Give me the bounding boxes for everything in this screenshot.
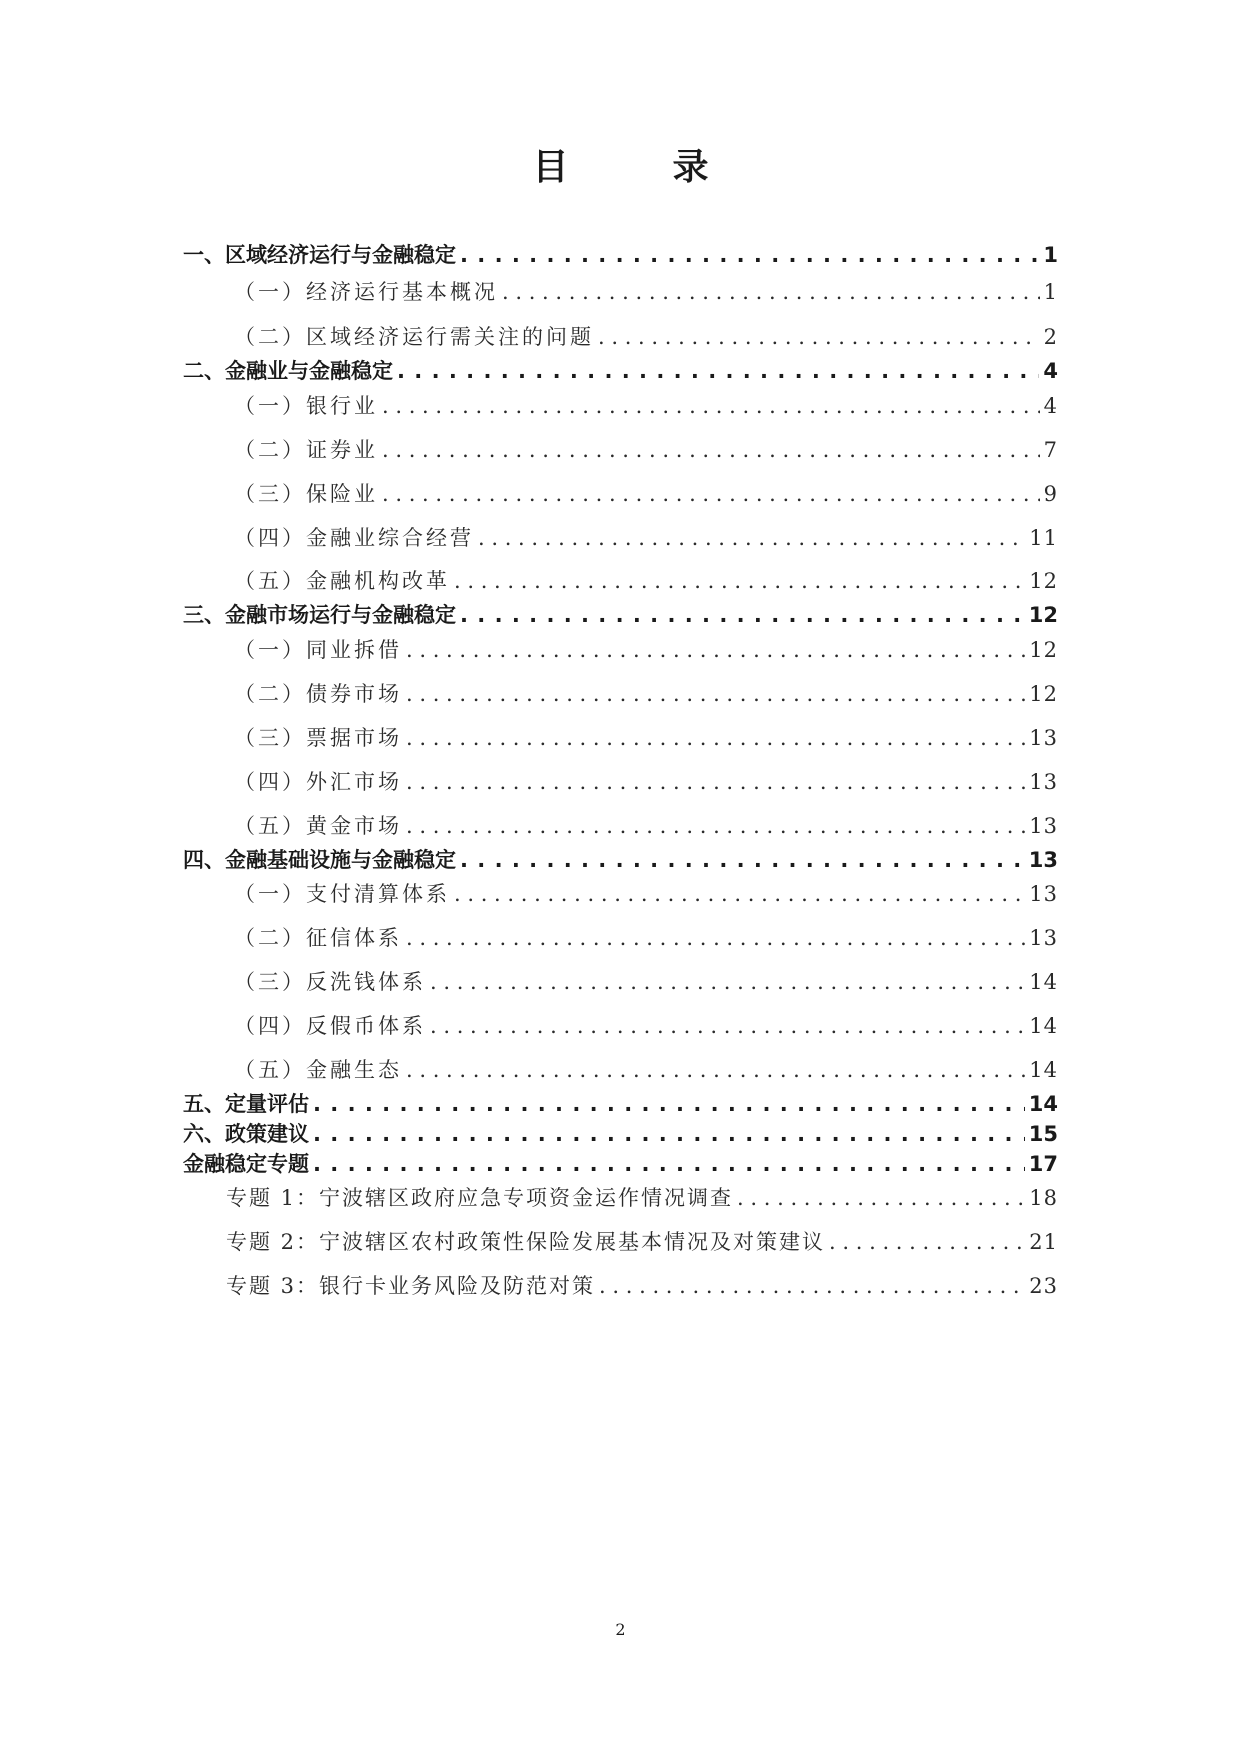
toc-entry-label: 一、区域经济运行与金融稳定: [183, 243, 456, 267]
toc-entry-page: 1: [1043, 280, 1058, 304]
toc-leader-dots: [382, 484, 1040, 505]
toc-entry-label: （二）证券业: [234, 438, 378, 462]
toc-entry-page: 4: [1043, 394, 1058, 418]
toc-entry-page: 9: [1043, 482, 1058, 506]
toc-leader-dots: [454, 571, 1025, 592]
toc-leader-dots: [406, 772, 1025, 793]
toc-entry-page: 14: [1028, 1092, 1058, 1116]
toc-entry-label: （二）债券市场: [234, 682, 402, 706]
toc-leader-dots: [382, 440, 1040, 461]
toc-entry-label: （一）经济运行基本概况: [234, 280, 498, 304]
toc-entry[interactable]: [183, 528, 1058, 549]
toc-entry[interactable]: [183, 640, 1058, 661]
toc-leader-dots: [406, 684, 1025, 705]
toc-entry[interactable]: [183, 571, 1058, 592]
toc-entry[interactable]: [183, 816, 1058, 837]
toc-leader-dots: [598, 327, 1040, 348]
toc-entry-page: 21: [1029, 1230, 1058, 1254]
toc-entry[interactable]: [183, 850, 1058, 871]
toc-entry-page: 1: [1043, 243, 1058, 267]
toc-entry-label: （三）反洗钱体系: [234, 970, 426, 994]
toc-entry[interactable]: [183, 728, 1058, 749]
toc-entry-label: （四）外汇市场: [234, 770, 402, 794]
toc-entry-label: （二）区域经济运行需关注的问题: [234, 325, 594, 349]
toc-entry-label: 五、定量评估: [183, 1092, 309, 1116]
toc-entry-label: （五）金融生态: [234, 1058, 402, 1082]
toc-leader-dots: [478, 528, 1025, 549]
toc-entry-page: 12: [1029, 569, 1058, 593]
toc-entry-page: 2: [1043, 325, 1058, 349]
toc-entry[interactable]: [183, 1188, 1058, 1209]
toc-entry-label: （二）征信体系: [234, 926, 402, 950]
toc-leader-dots: [406, 816, 1025, 837]
toc-leader-dots: [460, 850, 1025, 871]
toc-entry[interactable]: [183, 484, 1058, 505]
toc-entry-page: 7: [1043, 438, 1058, 462]
toc-leader-dots: [382, 396, 1040, 417]
toc-entry[interactable]: [183, 1124, 1058, 1145]
toc-leader-dots: [313, 1094, 1025, 1115]
toc-leader-dots: [430, 972, 1025, 993]
page-title: 目 录: [532, 147, 743, 188]
toc-entry[interactable]: [183, 282, 1058, 303]
toc-entry-page: 13: [1029, 882, 1058, 906]
toc-entry-label: （五）金融机构改革: [234, 569, 450, 593]
toc-entry-page: 4: [1043, 359, 1058, 383]
toc-entry-page: 18: [1029, 1186, 1058, 1210]
toc-entry-label: （三）保险业: [234, 482, 378, 506]
toc-leader-dots: [406, 928, 1025, 949]
toc-entry-label: （四）金融业综合经营: [234, 526, 474, 550]
toc-entry-label: （五）黄金市场: [234, 814, 402, 838]
toc-entry-label: （一）支付清算体系: [234, 882, 450, 906]
toc-entry-page: 17: [1028, 1152, 1058, 1176]
toc-entry[interactable]: [183, 361, 1058, 382]
toc-entry-label: 三、金融市场运行与金融稳定: [183, 603, 456, 627]
toc-leader-dots: [599, 1276, 1025, 1297]
toc-entry[interactable]: [183, 440, 1058, 461]
toc-entry-label: （一）银行业: [234, 394, 378, 418]
toc-entry-page: 14: [1029, 1014, 1058, 1038]
toc-entry-page: 14: [1029, 970, 1058, 994]
toc-entry-page: 13: [1029, 726, 1058, 750]
toc-entry-page: 15: [1028, 1122, 1058, 1146]
toc-entry-page: 13: [1029, 814, 1058, 838]
toc-entry-page: 23: [1029, 1274, 1058, 1298]
toc-entry-label: 金融稳定专题: [183, 1152, 309, 1176]
toc-entry[interactable]: [183, 1276, 1058, 1297]
toc-entry-page: 14: [1029, 1058, 1058, 1082]
toc-leader-dots: [313, 1154, 1025, 1175]
toc-entry-page: 13: [1028, 848, 1058, 872]
toc-leader-dots: [460, 245, 1039, 266]
toc-entry-label: （一）同业拆借: [234, 638, 402, 662]
page-number: 2: [615, 1620, 626, 1639]
toc-entry-label: 专题 1：宁波辖区政府应急专项资金运作情况调查: [226, 1186, 734, 1210]
toc-leader-dots: [502, 282, 1040, 303]
toc-entry[interactable]: [183, 928, 1058, 949]
toc-entry-page: 11: [1029, 526, 1058, 550]
toc-entry-page: 12: [1028, 603, 1058, 627]
toc-leader-dots: [313, 1124, 1025, 1145]
toc-entry[interactable]: [183, 972, 1058, 993]
toc-entry-label: （四）反假币体系: [234, 1014, 426, 1038]
toc-entry-label: 专题 3：银行卡业务风险及防范对策: [226, 1274, 596, 1298]
toc-entry-page: 13: [1029, 770, 1058, 794]
toc-entry-page: 13: [1029, 926, 1058, 950]
toc-entry[interactable]: [183, 1094, 1058, 1115]
toc-entry[interactable]: [183, 1060, 1058, 1081]
toc-leader-dots: [829, 1232, 1025, 1253]
toc-entry[interactable]: [183, 684, 1058, 705]
toc-entry[interactable]: [183, 1016, 1058, 1037]
toc-leader-dots: [406, 728, 1025, 749]
toc-entry[interactable]: [183, 1232, 1058, 1253]
toc-leader-dots: [460, 605, 1025, 626]
toc-entry-page: 12: [1029, 638, 1058, 662]
toc-leader-dots: [454, 884, 1025, 905]
toc-leader-dots: [406, 640, 1025, 661]
toc-entry[interactable]: [183, 772, 1058, 793]
toc-entry-label: （三）票据市场: [234, 726, 402, 750]
toc-entry-page: 12: [1029, 682, 1058, 706]
toc-entry[interactable]: [183, 1154, 1058, 1175]
toc-entry-label: 六、政策建议: [183, 1122, 309, 1146]
toc-leader-dots: [737, 1188, 1025, 1209]
toc-entry-label: 专题 2：宁波辖区农村政策性保险发展基本情况及对策建议: [226, 1230, 826, 1254]
toc-leader-dots: [397, 361, 1039, 382]
toc-leader-dots: [430, 1016, 1025, 1037]
toc-entry[interactable]: [183, 245, 1058, 266]
toc-entry[interactable]: [183, 884, 1058, 905]
toc-leader-dots: [406, 1060, 1025, 1081]
toc-entry[interactable]: [183, 396, 1058, 417]
toc-entry-label: 二、金融业与金融稳定: [183, 359, 393, 383]
toc-entry[interactable]: [183, 605, 1058, 626]
toc-entry-label: 四、金融基础设施与金融稳定: [183, 848, 456, 872]
toc-entry[interactable]: [183, 327, 1058, 348]
